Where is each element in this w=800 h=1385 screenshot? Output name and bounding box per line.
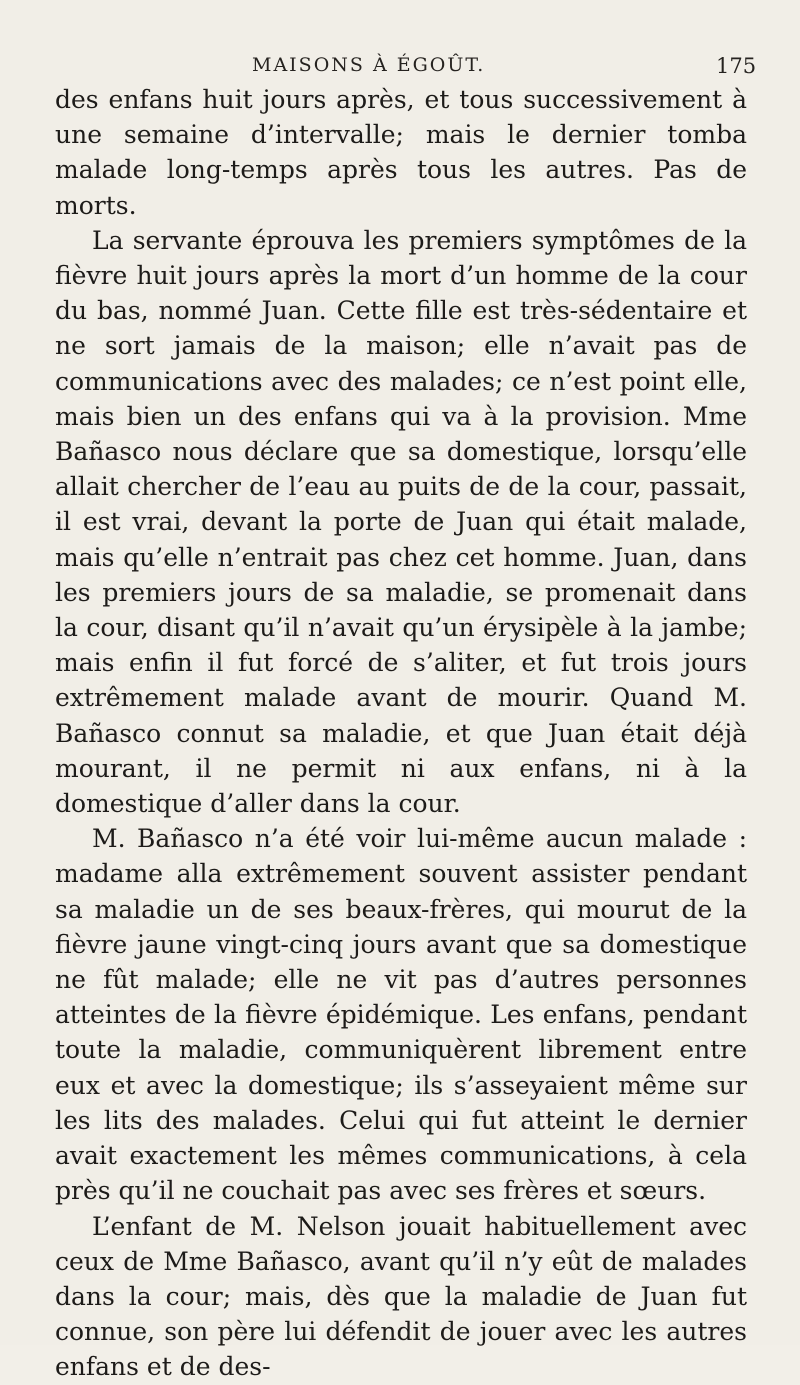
body-text — [55, 82, 747, 1385]
running-header: MAISONS À ÉGOÛT. — [252, 54, 486, 76]
page-number: 175 — [716, 54, 757, 78]
paragraph-continuation: des enfans huit jours après, et tous successivement à une semaine d’intervalle; mais le dernier tomba malade long-temps après tous les autres. Pas de morts. — [55, 85, 747, 220]
paragraph-servante: La servante éprouva les premiers symptômes de la fièvre huit jours après la mort d’un homme de la cour du bas, nommé Juan. Cette fille est très-sédentaire et ne sort jamais de la maison; elle n’avait pas de communications avec des malades; ce n’est point elle, mais bien un des enfans qui va à la provision. Mme Bañasco nous déclare que sa domestique, lorsqu’elle allait chercher de l’eau au puits de de la cour, passait, il est vrai, devant la porte de Juan qui était malade, mais qu’elle n’entrait pas chez cet homme. Juan, dans les premiers jours de sa maladie, se promenait dans la cour, disant qu’il n’avait qu’un érysipèle à la jambe; mais enfin il fut forcé de s’aliter, et fut trois jours extrêmement malade avant de mourir. Quand M. Bañasco connut sa maladie, et que Juan était déjà mourant, il ne permit ni aux enfans, ni à la domestique d’aller dans la cour. — [55, 225, 747, 819]
paragraph-banasco: M. Bañasco n’a été voir lui-même aucun malade : madame alla extrêmement souvent assister pendant sa maladie un de ses beaux-frères, qui mourut de la fièvre jaune vingt-cinq jours avant que sa domestique ne fût malade; elle ne vit pas d’autres personnes atteintes de la fièvre épidémique. Les enfans, pendant toute la maladie, communiquèrent librement entre eux et avec la domestique; ils s’asseyaient même sur les lits des malades. Celui qui fut atteint le dernier avait exactement les mêmes communications, à cela près qu’il ne couchait pas avec ses frères et sœurs. — [55, 824, 747, 1206]
paragraph-nelson: L’enfant de M. Nelson jouait habituellement avec ceux de Mme Bañasco, avant qu’il n’y eût de malades dans la cour; mais, dès que la maladie de Juan fut connue, son père lui défendit de jouer avec les autres enfans et de des- — [55, 1211, 747, 1382]
